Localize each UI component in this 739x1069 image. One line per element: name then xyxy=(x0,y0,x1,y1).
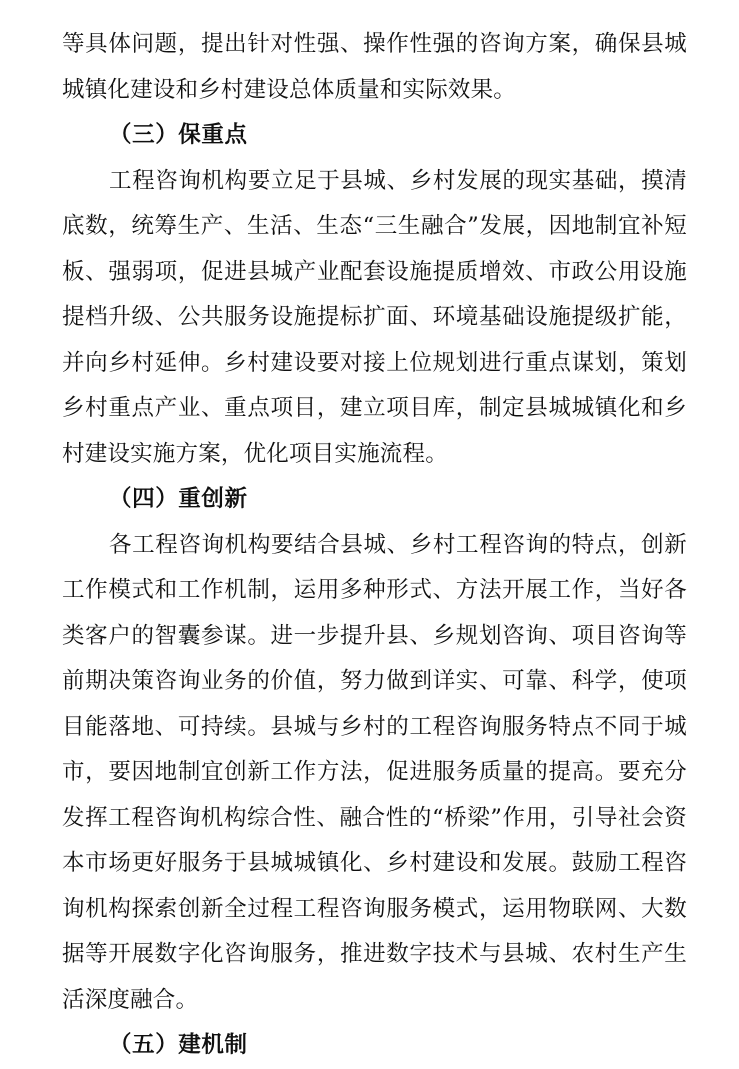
paragraph-baozhongdian-body: 工程咨询机构要立足于县城、乡村发展的现实基础，摸清底数，统筹生产、生活、生态“三生融合”发展，因地制宜补短板、强弱项，促进县城产业配套设施提质增效、市政公用设施提档升级、公共服务设施提标扩面、环境基础设施提级扩能，并向乡村延伸。乡村建设要对接上位规划进行重点谋划，策划乡村重点产业、重点项目，建立项目库，制定县城城镇化和乡村建设实施方案，优化项目实施流程。 xyxy=(62,167,687,467)
paragraph-zhongchuangxin-body: 各工程咨询机构要结合县城、乡村工程咨询的特点，创新工作模式和工作机制，运用多种形式、方法开展工作，当好各类客户的智囊参谋。进一步提升县、乡规划咨询、项目咨询等前期决策咨询业务的价值，努力做到详实、可靠、科学，使项目能落地、可持续。县城与乡村的工程咨询服务特点不同于城市，要因地制宜创新工作方法，促进服务质量的提高。要充分发挥工程咨询机构综合性、融合性的“桥梁”作用，引导社会资本市场更好服务于县城城镇化、乡村建设和发展。鼓励工程咨询机构探索创新全过程工程咨询服务模式，运用物联网、大数据等开展数字化咨询服务，推进数字技术与县城、农村生产生活深度融合。 xyxy=(62,531,687,1013)
heading-wu-jianjizhi: （五）建机制 xyxy=(109,1032,248,1058)
heading-san-baozhongdian: （三）保重点 xyxy=(109,122,248,148)
paragraph-continuation: 等具体问题，提出针对性强、操作性强的咨询方案，确保县城城镇化建设和乡村建设总体质量和实际效果。 xyxy=(62,31,687,103)
heading-si-zhongchuangxin: （四）重创新 xyxy=(109,486,248,512)
document-body xyxy=(62,22,687,1069)
